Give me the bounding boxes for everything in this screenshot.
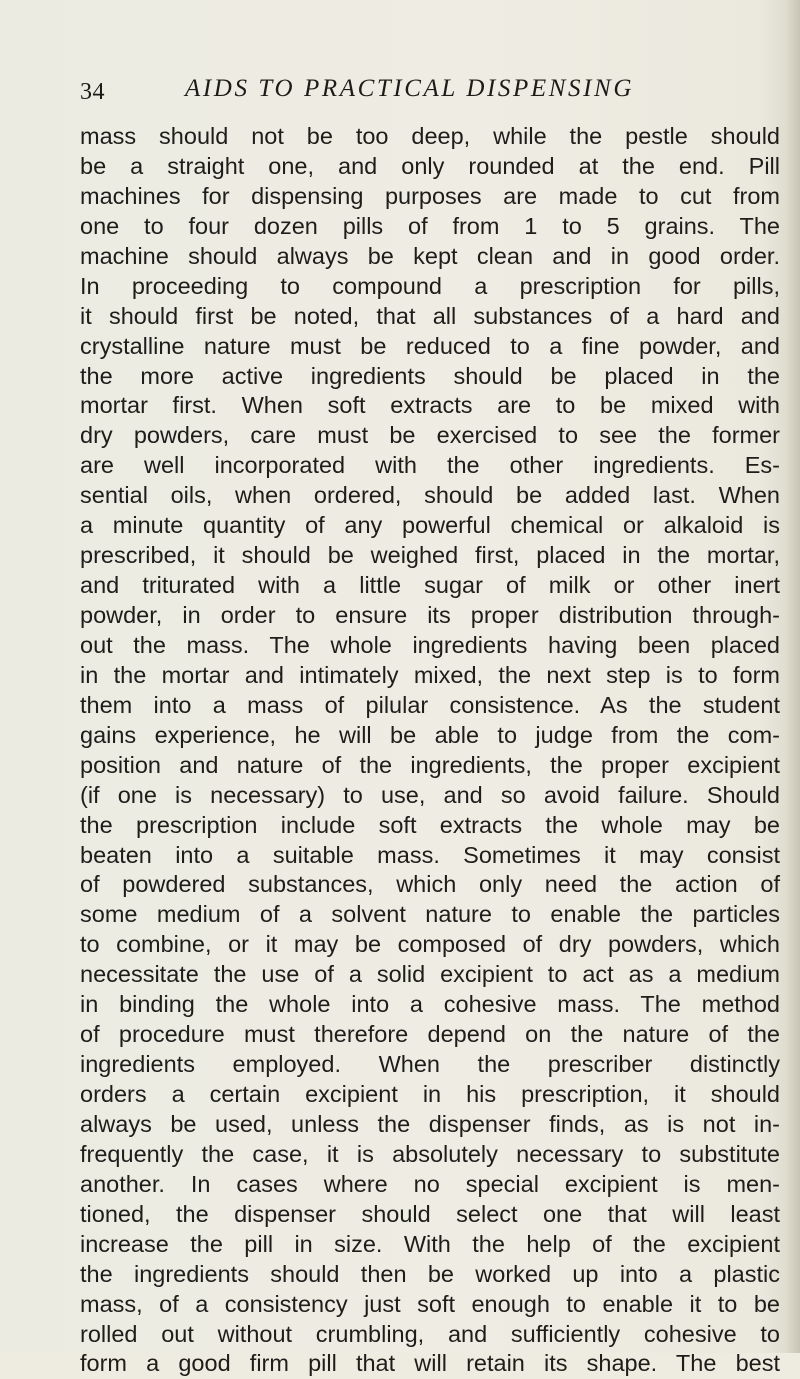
text-line: prescribed, it should be weighed first, placed in the mortar, xyxy=(80,542,780,569)
text-line: and triturated with a little sugar of milk or other inert xyxy=(80,572,780,599)
page-edge-shadow xyxy=(786,0,800,1353)
text-line: machine should always be kept clean and in good order. xyxy=(80,242,780,269)
text-line: them into a mass of pilular consistence. As the student xyxy=(80,691,780,718)
text-line: the more active ingredients should be placed in the xyxy=(80,362,780,389)
text-line: frequently the case, it is absolutely necessary to substitute xyxy=(80,1140,780,1167)
text-line: be a straight one, and only rounded at the end. Pill xyxy=(80,152,780,179)
body-text xyxy=(80,122,780,1379)
text-line: dry powders, care must be exercised to see the former xyxy=(80,422,780,449)
text-line: of powdered substances, which only need the action of xyxy=(80,871,780,898)
text-line: In proceeding to compound a prescription for pills, xyxy=(80,272,780,299)
text-line: mass, of a consistency just soft enough to enable it to be xyxy=(80,1290,780,1317)
text-line: beaten into a suitable mass. Sometimes it may consist xyxy=(80,841,780,868)
text-line: rolled out without crumbling, and sufficiently cohesive to xyxy=(80,1320,780,1347)
text-line: sential oils, when ordered, should be added last. When xyxy=(80,482,780,509)
text-line: increase the pill in size. With the help of the excipient xyxy=(80,1230,780,1257)
page-header xyxy=(0,75,800,111)
text-line: the prescription include soft extracts the whole may be xyxy=(80,811,780,838)
text-line: out the mass. The whole ingredients having been placed xyxy=(80,631,780,658)
text-line: always be used, unless the dispenser finds, as is not in- xyxy=(80,1110,780,1137)
text-line: in binding the whole into a cohesive mass. The method xyxy=(80,991,780,1018)
text-line: gains experience, he will be able to judge from the com- xyxy=(80,721,780,748)
text-line: mass should not be too deep, while the pestle should xyxy=(80,123,780,149)
text-line: to combine, or it may be composed of dry powders, which xyxy=(80,931,780,958)
text-line: the ingredients should then be worked up into a plastic xyxy=(80,1260,780,1287)
text-line: in the mortar and intimately mixed, the next step is to form xyxy=(80,661,780,688)
running-head: AIDS TO PRACTICAL DISPENSING xyxy=(185,75,634,102)
text-line: ingredients employed. When the prescriber distinctly xyxy=(80,1051,780,1078)
text-line: some medium of a solvent nature to enable the particles xyxy=(80,901,780,928)
text-line: a minute quantity of any powerful chemical or alkaloid is xyxy=(80,512,780,539)
text-line: powder, in order to ensure its proper distribution through- xyxy=(80,602,780,628)
text-line: machines for dispensing purposes are made to cut from xyxy=(80,182,780,209)
text-line: necessitate the use of a solid excipient to act as a medium xyxy=(80,961,780,988)
text-line: it should first be noted, that all substances of a hard and xyxy=(80,302,780,329)
text-line: form a good firm pill that will retain its shape. The best xyxy=(80,1350,780,1377)
text-line: mortar first. When soft extracts are to be mixed with xyxy=(80,392,780,419)
text-line: orders a certain excipient in his prescription, it should xyxy=(80,1081,780,1107)
page-number: 34 xyxy=(80,79,105,105)
text-line: crystalline nature must be reduced to a fine powder, and xyxy=(80,332,780,359)
text-line: of procedure must therefore depend on the nature of the xyxy=(80,1021,780,1048)
text-line: (if one is necessary) to use, and so avoid failure. Should xyxy=(80,781,780,808)
text-line: another. In cases where no special excipient is men- xyxy=(80,1170,780,1197)
text-line: position and nature of the ingredients, the proper excipient xyxy=(80,751,780,778)
text-line: one to four dozen pills of from 1 to 5 grains. The xyxy=(80,212,780,239)
text-line: are well incorporated with the other ingredients. Es- xyxy=(80,452,780,479)
text-line: tioned, the dispenser should select one that will least xyxy=(80,1200,780,1227)
